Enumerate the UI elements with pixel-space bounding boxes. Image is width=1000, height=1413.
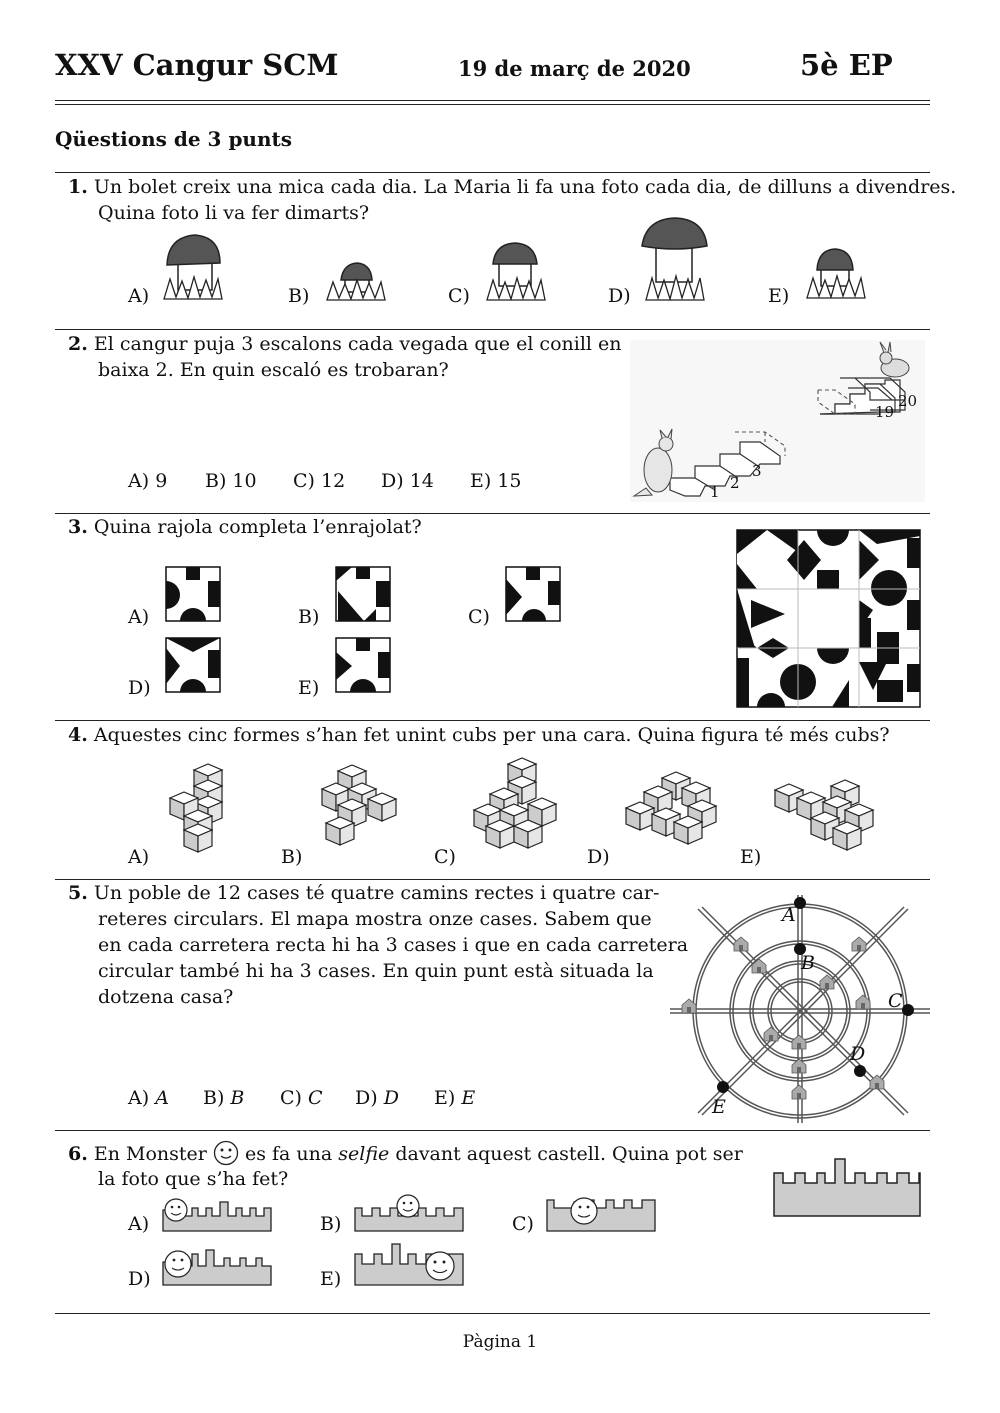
tile-b-image — [336, 567, 390, 621]
map-label-d: D — [850, 1043, 866, 1065]
q6-option-b[interactable]: B) — [320, 1213, 342, 1235]
divider-footer — [55, 1313, 930, 1314]
cubes-b-image — [318, 765, 402, 847]
q1-option-a[interactable]: A) — [128, 285, 150, 307]
map-label-c: C — [888, 990, 903, 1012]
option-letter: D) — [381, 470, 404, 492]
question-3 — [68, 514, 422, 540]
option-value: 9 — [155, 470, 168, 492]
monster-face-icon — [213, 1140, 239, 1166]
q6-option-a[interactable]: A) — [128, 1213, 150, 1235]
q5-option-c[interactable] — [280, 1087, 323, 1109]
question-2-line2: baixa 2. En quin escaló es trobaran? — [98, 359, 449, 381]
question-5-line3: en cada carretera recta hi ha 3 cases i que en cada carretera — [98, 934, 689, 956]
mushroom-b-image — [325, 258, 387, 302]
divider-q2 — [55, 329, 930, 330]
photo-a-image — [162, 1196, 272, 1232]
q3-option-a[interactable]: A) — [128, 606, 150, 628]
question-5-line5: dotzena casa? — [98, 986, 234, 1008]
option-letter: C) — [280, 1087, 302, 1109]
q1-option-c[interactable]: C) — [448, 285, 470, 307]
option-value: 14 — [409, 470, 434, 492]
option-letter: E) — [434, 1087, 456, 1109]
stairs-illustration — [630, 340, 925, 502]
photo-b-image — [354, 1192, 464, 1232]
question-number: 5. — [68, 882, 88, 904]
village-map-image — [668, 893, 930, 1123]
tile-d-image — [166, 638, 220, 692]
question-1-line2: Quina foto li va fer dimarts? — [98, 202, 370, 224]
divider-q4 — [55, 720, 930, 721]
q2-option-d[interactable] — [381, 470, 434, 492]
q1-option-e[interactable]: E) — [768, 285, 790, 307]
q4-option-e[interactable]: E) — [740, 846, 762, 868]
q1-option-b[interactable]: B) — [288, 285, 310, 307]
map-label-e: E — [712, 1096, 726, 1118]
map-point-d — [854, 1065, 866, 1077]
question-text: es fa una — [244, 1143, 333, 1165]
question-number: 2. — [68, 333, 88, 355]
step-label-20: 20 — [898, 392, 918, 410]
option-value: C — [308, 1087, 323, 1109]
option-letter: D) — [355, 1087, 378, 1109]
question-2 — [68, 331, 622, 357]
tile-a-image — [166, 567, 220, 621]
question-number: 6. — [68, 1143, 88, 1165]
mushroom-e-image — [805, 248, 867, 300]
tiling-grid-image — [737, 530, 920, 707]
option-letter: A) — [128, 1087, 150, 1109]
header-rule-top — [55, 100, 930, 101]
photo-d-image — [162, 1244, 272, 1286]
option-value: 12 — [321, 470, 346, 492]
option-letter: B) — [205, 470, 227, 492]
question-number: 4. — [68, 724, 88, 746]
q3-option-c[interactable]: C) — [468, 606, 490, 628]
question-text: Quina rajola completa l’enrajolat? — [93, 516, 422, 538]
option-value: E — [461, 1087, 476, 1109]
tile-e-image — [336, 638, 390, 692]
q3-option-d[interactable]: D) — [128, 677, 151, 699]
q4-option-d[interactable]: D) — [587, 846, 610, 868]
question-1 — [68, 174, 956, 200]
question-text: En Monster — [93, 1143, 207, 1165]
question-6-line2: la foto que s’ha fet? — [98, 1168, 289, 1190]
option-value: D — [383, 1087, 399, 1109]
question-5-line2: reteres circulars. El mapa mostra onze cases. Sabem que — [98, 908, 652, 930]
map-label-b: B — [801, 952, 815, 974]
cubes-e-image — [775, 780, 879, 858]
divider-q6 — [55, 1130, 930, 1131]
option-letter: B) — [203, 1087, 225, 1109]
q5-option-d[interactable] — [355, 1087, 399, 1109]
page-number: Pàgina 1 — [462, 1332, 538, 1352]
q6-option-c[interactable]: C) — [512, 1213, 534, 1235]
q4-option-a[interactable]: A) — [128, 846, 150, 868]
contest-title: XXV Cangur SCM — [55, 48, 339, 82]
question-5-line4: circular també hi ha 3 cases. En quin punt està situada la — [98, 960, 654, 982]
tile-c-image — [506, 567, 560, 621]
mushroom-d-image — [640, 218, 710, 302]
cubes-c-image — [470, 758, 566, 858]
photo-e-image — [354, 1240, 464, 1286]
cubes-a-image — [166, 762, 230, 854]
q1-option-d[interactable]: D) — [608, 285, 631, 307]
map-point-e — [717, 1081, 729, 1093]
section-title: Qüestions de 3 punts — [55, 127, 293, 151]
q2-option-b[interactable] — [205, 470, 257, 492]
q2-option-c[interactable] — [293, 470, 345, 492]
q4-option-b[interactable]: B) — [281, 846, 303, 868]
map-label-a: A — [782, 904, 796, 926]
question-number: 1. — [68, 176, 88, 198]
option-value: B — [230, 1087, 245, 1109]
option-letter: C) — [293, 470, 315, 492]
step-label-19: 19 — [875, 403, 895, 421]
question-number: 3. — [68, 516, 88, 538]
q3-option-b[interactable]: B) — [298, 606, 320, 628]
question-text: El cangur puja 3 escalons cada vegada que el conill en — [93, 333, 622, 355]
castle-image — [773, 1155, 921, 1217]
cubes-d-image — [622, 772, 720, 852]
q6-option-d[interactable]: D) — [128, 1268, 151, 1290]
q2-option-e[interactable] — [470, 470, 522, 492]
option-value: 15 — [497, 470, 522, 492]
step-label-1: 1 — [710, 483, 720, 501]
q6-option-e[interactable]: E) — [320, 1268, 342, 1290]
step-label-3: 3 — [752, 462, 762, 480]
q2-option-a[interactable] — [128, 470, 167, 492]
divider-q1 — [55, 172, 930, 173]
contest-level: 5è EP — [800, 48, 893, 82]
question-text-emphasis: selfie — [338, 1143, 390, 1165]
option-value: 10 — [232, 470, 257, 492]
option-letter: E) — [470, 470, 492, 492]
question-text: Un poble de 12 cases té quatre camins rectes i quatre car- — [93, 882, 660, 904]
header-rule-bottom — [55, 104, 930, 105]
map-point-a — [794, 897, 806, 909]
q4-option-c[interactable]: C) — [434, 846, 456, 868]
question-6 — [68, 1140, 743, 1167]
step-label-2: 2 — [730, 474, 740, 492]
option-value: A — [155, 1087, 169, 1109]
q5-option-e[interactable] — [434, 1087, 475, 1109]
question-text: Un bolet creix una mica cada dia. La Maria li fa una foto cada dia, de dilluns a divendres. — [93, 176, 957, 198]
photo-c-image — [546, 1192, 656, 1232]
question-text: davant aquest castell. Quina pot ser — [395, 1143, 743, 1165]
mushroom-a-image — [160, 235, 230, 305]
q5-option-a[interactable] — [128, 1087, 169, 1109]
question-text: Aquestes cinc formes s’han fet unint cubs per una cara. Quina figura té més cubs? — [93, 724, 890, 746]
mushroom-c-image — [485, 242, 547, 302]
question-5 — [68, 880, 659, 906]
map-point-c — [902, 1004, 914, 1016]
q3-option-e[interactable]: E) — [298, 677, 320, 699]
question-4 — [68, 722, 890, 748]
option-letter: A) — [128, 470, 150, 492]
contest-date: 19 de març de 2020 — [458, 56, 691, 81]
q5-option-b[interactable] — [203, 1087, 244, 1109]
